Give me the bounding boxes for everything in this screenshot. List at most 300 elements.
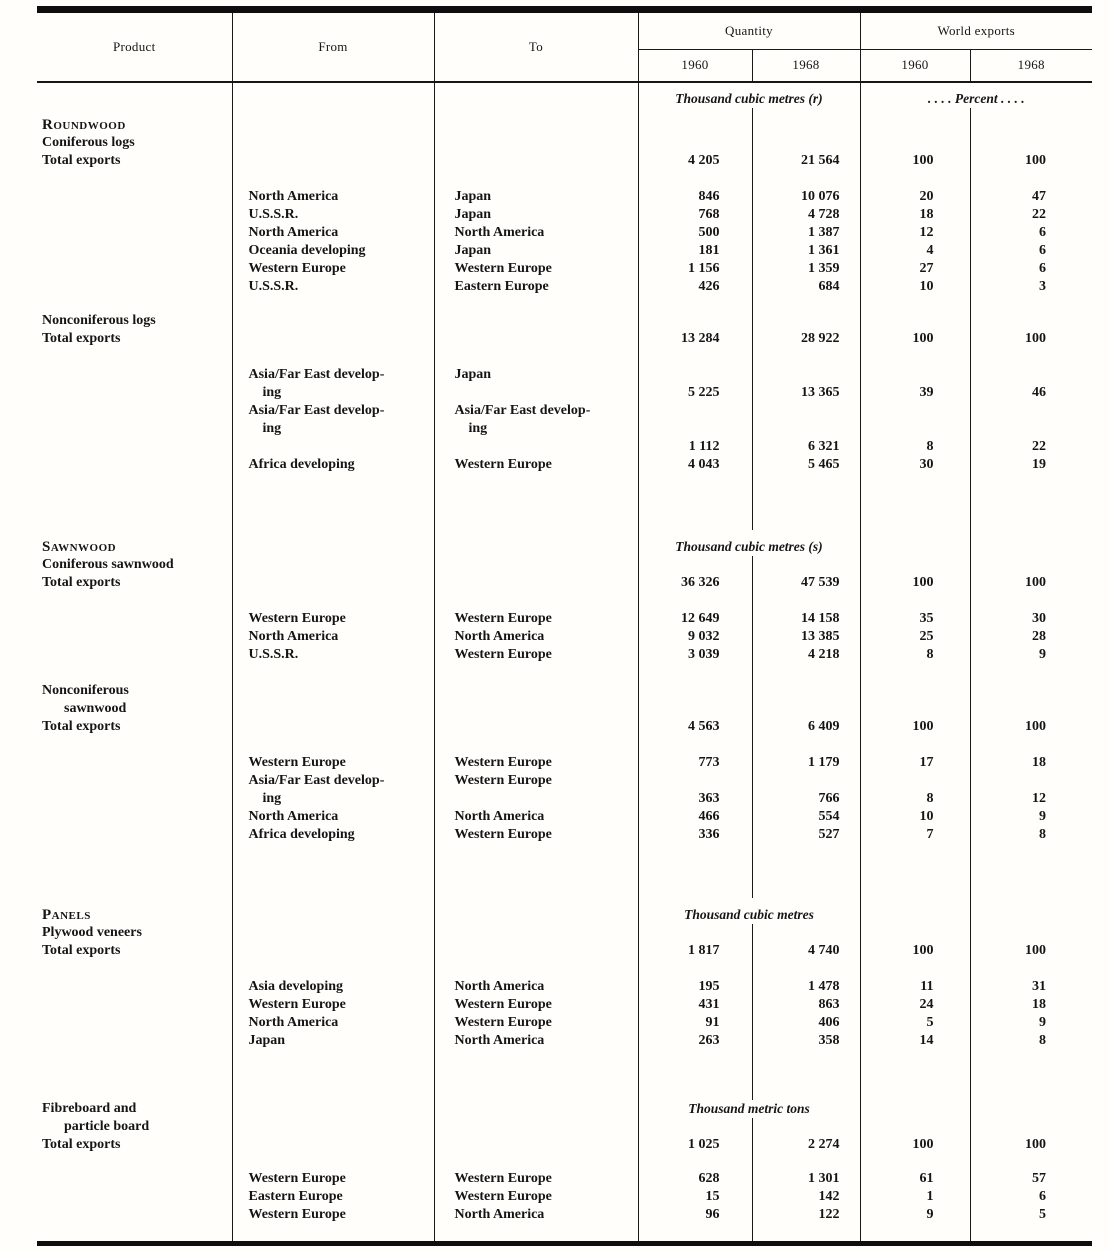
product-cell: Panels xyxy=(42,906,91,923)
to-cell: Western Europe xyxy=(434,772,638,790)
from-cell xyxy=(232,312,434,330)
product-cell xyxy=(37,790,232,808)
world-1960-cell: 12 xyxy=(860,224,970,242)
quantity-1968-cell: 14 158 xyxy=(752,610,860,628)
from-cell: Western Europe xyxy=(232,260,434,278)
world-1968-cell: 9 xyxy=(970,1014,1092,1032)
world-1968-cell: 100 xyxy=(970,152,1092,170)
to-cell xyxy=(434,682,638,700)
quantity-1960-cell: 36 326 xyxy=(638,574,752,592)
table-row xyxy=(37,402,1092,420)
from-cell: North America xyxy=(232,188,434,206)
spacer-row xyxy=(37,474,1092,530)
quantity-1960-cell xyxy=(638,664,752,682)
from-cell: Asia/Far East develop- xyxy=(232,366,434,384)
quantity-1960-cell: 12 649 xyxy=(638,610,752,628)
from-cell xyxy=(232,1050,434,1100)
world-1960-cell: 35 xyxy=(860,610,970,628)
product-cell xyxy=(37,1206,232,1224)
world-1968-cell: 18 xyxy=(970,996,1092,1014)
product-cell: Total exports xyxy=(42,1136,121,1152)
from-cell xyxy=(232,844,434,898)
world-1968-cell xyxy=(970,420,1092,438)
world-1968-cell: 28 xyxy=(970,628,1092,646)
world-1968-cell xyxy=(970,556,1092,574)
spacer-row xyxy=(37,1154,1092,1170)
to-cell xyxy=(434,1136,638,1154)
unit-row xyxy=(37,82,1092,108)
table-row xyxy=(37,628,1092,646)
to-cell: North America xyxy=(434,1032,638,1050)
product-cell xyxy=(37,736,232,754)
world-1960-cell: 100 xyxy=(860,152,970,170)
world-1960-cell xyxy=(860,108,970,134)
world-1960-cell: 5 xyxy=(860,1014,970,1032)
world-1968-cell xyxy=(970,682,1092,700)
to-cell xyxy=(434,924,638,942)
quantity-1968-cell: 406 xyxy=(752,1014,860,1032)
quantity-1960-cell: 846 xyxy=(638,188,752,206)
quantity-1960-cell xyxy=(638,296,752,312)
product-cell xyxy=(37,474,232,530)
to-cell xyxy=(434,844,638,898)
to-cell: Japan xyxy=(434,366,638,384)
quantity-1960-cell xyxy=(638,736,752,754)
from-cell xyxy=(232,134,434,152)
world-1968-cell xyxy=(970,700,1092,718)
world-1960-cell xyxy=(860,530,970,556)
world-1960-cell xyxy=(860,592,970,610)
world-1968-cell: 100 xyxy=(970,718,1092,736)
from-cell xyxy=(232,898,434,924)
world-1960-cell: 30 xyxy=(860,456,970,474)
product-cell: Nonconiferous xyxy=(42,682,129,698)
world-1960-cell: 100 xyxy=(860,718,970,736)
quantity-1968-cell xyxy=(752,170,860,188)
world-1968-cell xyxy=(970,898,1092,924)
to-cell xyxy=(434,1100,638,1118)
table-row xyxy=(37,996,1092,1014)
to-cell xyxy=(434,296,638,312)
to-cell: Western Europe xyxy=(434,646,638,664)
quantity-1968-cell: 766 xyxy=(752,790,860,808)
product-cell: Fibreboard and xyxy=(42,1100,137,1116)
from-cell: ing xyxy=(232,790,434,808)
world-1968-cell: 6 xyxy=(970,242,1092,260)
quantity-1960-cell xyxy=(638,960,752,978)
table-row xyxy=(37,790,1092,808)
world-1960-cell xyxy=(860,420,970,438)
table-row xyxy=(37,1170,1092,1188)
from-cell: U.S.S.R. xyxy=(232,278,434,296)
quantity-1968-cell xyxy=(752,312,860,330)
quantity-1960-cell xyxy=(638,556,752,574)
quantity-1960-cell: 9 032 xyxy=(638,628,752,646)
world-1968-cell xyxy=(970,1224,1092,1244)
product-cell: Total exports xyxy=(42,152,121,168)
quantity-1960-cell: 181 xyxy=(638,242,752,260)
table-body xyxy=(37,82,1092,1244)
quantity-1968-cell xyxy=(752,664,860,682)
quantity-1960-cell: 628 xyxy=(638,1170,752,1188)
table-row xyxy=(37,438,1092,456)
world-1960-cell: 10 xyxy=(860,808,970,826)
product-cell xyxy=(37,170,232,188)
world-1968-cell xyxy=(970,348,1092,366)
world-1968-cell xyxy=(970,960,1092,978)
product-cell: Total exports xyxy=(42,574,121,590)
quantity-1960-cell xyxy=(638,1224,752,1244)
world-1960-cell xyxy=(860,312,970,330)
quantity-1968-cell: 4 740 xyxy=(752,942,860,960)
to-cell xyxy=(434,384,638,402)
quantity-1968-cell: 6 321 xyxy=(752,438,860,456)
world-1960-cell xyxy=(860,924,970,942)
world-1968-cell xyxy=(970,170,1092,188)
quantity-1960-cell: 4 563 xyxy=(638,718,752,736)
world-1968-cell xyxy=(970,772,1092,790)
quantity-1968-cell xyxy=(752,348,860,366)
from-cell xyxy=(232,664,434,682)
quantity-1968-cell xyxy=(752,592,860,610)
quantity-1968-cell xyxy=(752,134,860,152)
table-row xyxy=(37,1118,1092,1136)
from-cell xyxy=(232,556,434,574)
product-cell xyxy=(37,224,232,242)
quantity-1960-cell: 1 156 xyxy=(638,260,752,278)
from-cell: Western Europe xyxy=(232,1206,434,1224)
product-cell xyxy=(37,772,232,790)
quantity-1968-cell: 28 922 xyxy=(752,330,860,348)
from-cell: Western Europe xyxy=(232,1170,434,1188)
quantity-1960-cell: 5 225 xyxy=(638,384,752,402)
quantity-1960-cell xyxy=(638,402,752,420)
from-cell: Western Europe xyxy=(232,754,434,772)
to-cell: Japan xyxy=(434,242,638,260)
product-cell xyxy=(37,628,232,646)
table-row xyxy=(37,700,1092,718)
product-cell: Nonconiferous logs xyxy=(42,312,156,328)
quantity-1960-cell xyxy=(638,1154,752,1170)
quantity-1968-cell xyxy=(752,474,860,530)
quantity-1960-cell: 96 xyxy=(638,1206,752,1224)
quantity-1968-cell: 1 361 xyxy=(752,242,860,260)
to-cell xyxy=(434,1050,638,1100)
table-row xyxy=(37,188,1092,206)
product-cell xyxy=(37,188,232,206)
world-1960-cell xyxy=(860,348,970,366)
section-row xyxy=(37,898,1092,924)
quantity-1960-cell xyxy=(638,348,752,366)
product-cell xyxy=(37,366,232,384)
quantity-1968-cell xyxy=(752,700,860,718)
product-cell xyxy=(37,1224,232,1244)
to-cell: Western Europe xyxy=(434,1014,638,1032)
header-group-row xyxy=(37,10,1092,50)
product-cell xyxy=(37,384,232,402)
quantity-1960-cell xyxy=(638,700,752,718)
to-cell xyxy=(434,718,638,736)
to-cell xyxy=(434,170,638,188)
quantity-1968-cell xyxy=(752,366,860,384)
from-cell: Western Europe xyxy=(232,610,434,628)
world-1960-cell xyxy=(860,960,970,978)
product-cell xyxy=(37,844,232,898)
table-row xyxy=(37,330,1092,348)
product-cell xyxy=(37,1170,232,1188)
from-cell xyxy=(232,152,434,170)
world-1960-cell: 20 xyxy=(860,188,970,206)
from-cell xyxy=(232,960,434,978)
quantity-1960-cell: 466 xyxy=(638,808,752,826)
to-cell xyxy=(434,330,638,348)
table-row xyxy=(37,826,1092,844)
world-1968-cell: 5 xyxy=(970,1206,1092,1224)
col-header-world-exports: World exports xyxy=(860,10,1092,50)
to-cell: North America xyxy=(434,628,638,646)
world-1968-cell xyxy=(970,664,1092,682)
world-1960-cell xyxy=(860,474,970,530)
to-cell xyxy=(434,530,638,556)
table-row xyxy=(37,384,1092,402)
quantity-1960-cell: 336 xyxy=(638,826,752,844)
world-1968-cell xyxy=(970,924,1092,942)
table-row xyxy=(37,682,1092,700)
quantity-1960-cell: 1 025 xyxy=(638,1136,752,1154)
product-cell xyxy=(37,592,232,610)
product-cell: Sawnwood xyxy=(42,538,117,555)
world-1960-cell xyxy=(860,664,970,682)
to-cell: Eastern Europe xyxy=(434,278,638,296)
product-cell: Total exports xyxy=(42,942,121,958)
product-cell xyxy=(37,826,232,844)
world-1968-cell xyxy=(970,134,1092,152)
world-1960-cell: 27 xyxy=(860,260,970,278)
from-cell: ing xyxy=(232,420,434,438)
quantity-1960-cell xyxy=(638,170,752,188)
section-row xyxy=(37,530,1092,556)
quantity-1968-cell: 13 365 xyxy=(752,384,860,402)
to-cell xyxy=(434,82,638,108)
section-row xyxy=(37,108,1092,134)
from-cell xyxy=(232,682,434,700)
world-1968-cell xyxy=(970,1118,1092,1136)
to-cell xyxy=(434,574,638,592)
table-row xyxy=(37,924,1092,942)
to-cell: North America xyxy=(434,224,638,242)
col-header-world-1960: 1960 xyxy=(860,50,970,82)
col-header-quantity-1968: 1968 xyxy=(752,50,860,82)
quantity-1968-cell xyxy=(752,420,860,438)
world-1960-cell xyxy=(860,134,970,152)
product-cell: Coniferous sawnwood xyxy=(42,556,174,572)
product-cell xyxy=(37,754,232,772)
to-cell xyxy=(434,556,638,574)
product-cell xyxy=(37,960,232,978)
from-cell: Asia developing xyxy=(232,978,434,996)
table-row xyxy=(37,1206,1092,1224)
to-cell: Asia/Far East develop- xyxy=(434,402,638,420)
table-header xyxy=(37,10,1092,82)
to-cell: Japan xyxy=(434,188,638,206)
product-cell xyxy=(37,296,232,312)
product-cell: sawnwood xyxy=(64,700,127,716)
world-1968-cell: 3 xyxy=(970,278,1092,296)
world-1968-cell: 8 xyxy=(970,1032,1092,1050)
world-1960-cell xyxy=(860,898,970,924)
world-1960-cell: 100 xyxy=(860,330,970,348)
table-row xyxy=(37,260,1092,278)
world-1960-cell: 8 xyxy=(860,438,970,456)
product-cell: Roundwood xyxy=(42,116,126,133)
to-cell xyxy=(434,664,638,682)
quantity-1968-cell: 684 xyxy=(752,278,860,296)
quantity-1960-cell: 13 284 xyxy=(638,330,752,348)
from-cell xyxy=(232,82,434,108)
table-row xyxy=(37,278,1092,296)
product-cell xyxy=(37,82,232,108)
from-cell: ing xyxy=(232,384,434,402)
product-cell xyxy=(37,664,232,682)
world-1960-cell: 18 xyxy=(860,206,970,224)
world-1968-cell: 46 xyxy=(970,384,1092,402)
quantity-1968-cell xyxy=(752,736,860,754)
table-row xyxy=(37,1188,1092,1206)
quantity-1960-cell: 363 xyxy=(638,790,752,808)
world-1968-cell: 18 xyxy=(970,754,1092,772)
quantity-1968-cell: 1 387 xyxy=(752,224,860,242)
unit-world-cell: . . . . Percent . . . . xyxy=(860,82,1092,108)
quantity-1968-cell xyxy=(752,556,860,574)
to-cell: North America xyxy=(434,808,638,826)
world-1960-cell: 100 xyxy=(860,942,970,960)
world-1960-cell: 24 xyxy=(860,996,970,1014)
to-cell: ing xyxy=(434,420,638,438)
to-cell xyxy=(434,1224,638,1244)
from-cell: Oceania developing xyxy=(232,242,434,260)
from-cell: U.S.S.R. xyxy=(232,206,434,224)
quantity-1960-cell: 768 xyxy=(638,206,752,224)
world-1960-cell: 100 xyxy=(860,574,970,592)
quantity-1960-cell: 15 xyxy=(638,1188,752,1206)
col-header-quantity: Quantity xyxy=(638,10,860,50)
product-cell: Total exports xyxy=(42,718,121,734)
from-cell xyxy=(232,718,434,736)
world-1968-cell xyxy=(970,312,1092,330)
quantity-1968-cell xyxy=(752,1118,860,1136)
quantity-1968-cell xyxy=(752,960,860,978)
quantity-1960-cell: 1 817 xyxy=(638,942,752,960)
quantity-1968-cell: 358 xyxy=(752,1032,860,1050)
unit-quantity-cell: Thousand cubic metres (r) xyxy=(638,82,860,108)
to-cell: Japan xyxy=(434,206,638,224)
quantity-1968-cell: 2 274 xyxy=(752,1136,860,1154)
quantity-1960-cell: 91 xyxy=(638,1014,752,1032)
from-cell: Africa developing xyxy=(232,456,434,474)
table-row xyxy=(37,1100,1092,1118)
from-cell xyxy=(232,700,434,718)
from-cell: Japan xyxy=(232,1032,434,1050)
world-1968-cell: 100 xyxy=(970,574,1092,592)
quantity-1960-cell: 426 xyxy=(638,278,752,296)
table-row xyxy=(37,312,1092,330)
world-1968-cell: 9 xyxy=(970,646,1092,664)
world-1960-cell xyxy=(860,1100,970,1118)
spacer-row xyxy=(37,664,1092,682)
from-cell xyxy=(232,108,434,134)
quantity-1960-cell: 3 039 xyxy=(638,646,752,664)
spacer-row xyxy=(37,736,1092,754)
product-cell xyxy=(37,456,232,474)
world-1968-cell xyxy=(970,296,1092,312)
world-1960-cell xyxy=(860,736,970,754)
to-cell xyxy=(434,438,638,456)
product-cell xyxy=(37,348,232,366)
from-cell: Asia/Far East develop- xyxy=(232,772,434,790)
quantity-1968-cell: 10 076 xyxy=(752,188,860,206)
from-cell xyxy=(232,1100,434,1118)
table-row xyxy=(37,772,1092,790)
quantity-1968-cell: 47 539 xyxy=(752,574,860,592)
world-1960-cell: 14 xyxy=(860,1032,970,1050)
product-cell xyxy=(37,610,232,628)
quantity-1960-cell: 431 xyxy=(638,996,752,1014)
world-1968-cell xyxy=(970,736,1092,754)
world-1968-cell: 100 xyxy=(970,942,1092,960)
quantity-1968-cell xyxy=(752,108,860,134)
quantity-1968-cell xyxy=(752,772,860,790)
table-row xyxy=(37,978,1092,996)
product-cell: particle board xyxy=(64,1118,150,1134)
to-cell xyxy=(434,898,638,924)
quantity-1968-cell xyxy=(752,1224,860,1244)
quantity-1968-cell: 1 478 xyxy=(752,978,860,996)
world-1968-cell xyxy=(970,592,1092,610)
quantity-1960-cell xyxy=(638,682,752,700)
world-1968-cell xyxy=(970,1154,1092,1170)
col-header-quantity-1960: 1960 xyxy=(638,50,752,82)
quantity-1968-cell: 554 xyxy=(752,808,860,826)
to-cell xyxy=(434,348,638,366)
table-row xyxy=(37,574,1092,592)
product-cell xyxy=(37,206,232,224)
to-cell: Western Europe xyxy=(434,996,638,1014)
world-1960-cell: 8 xyxy=(860,790,970,808)
quantity-1960-cell xyxy=(638,844,752,898)
to-cell xyxy=(434,942,638,960)
quantity-1968-cell: 5 465 xyxy=(752,456,860,474)
world-1968-cell xyxy=(970,108,1092,134)
table-row xyxy=(37,754,1092,772)
to-cell xyxy=(434,474,638,530)
from-cell: U.S.S.R. xyxy=(232,646,434,664)
world-1968-cell xyxy=(970,530,1092,556)
table-row xyxy=(37,610,1092,628)
from-cell xyxy=(232,438,434,456)
quantity-1968-cell: 142 xyxy=(752,1188,860,1206)
from-cell xyxy=(232,1136,434,1154)
world-1968-cell: 57 xyxy=(970,1170,1092,1188)
to-cell: Western Europe xyxy=(434,260,638,278)
to-cell: Western Europe xyxy=(434,456,638,474)
product-cell xyxy=(37,1154,232,1170)
world-1960-cell: 4 xyxy=(860,242,970,260)
from-cell xyxy=(232,296,434,312)
table-row xyxy=(37,224,1092,242)
world-1968-cell xyxy=(970,366,1092,384)
product-cell: Total exports xyxy=(42,330,121,346)
quantity-1960-cell xyxy=(638,420,752,438)
